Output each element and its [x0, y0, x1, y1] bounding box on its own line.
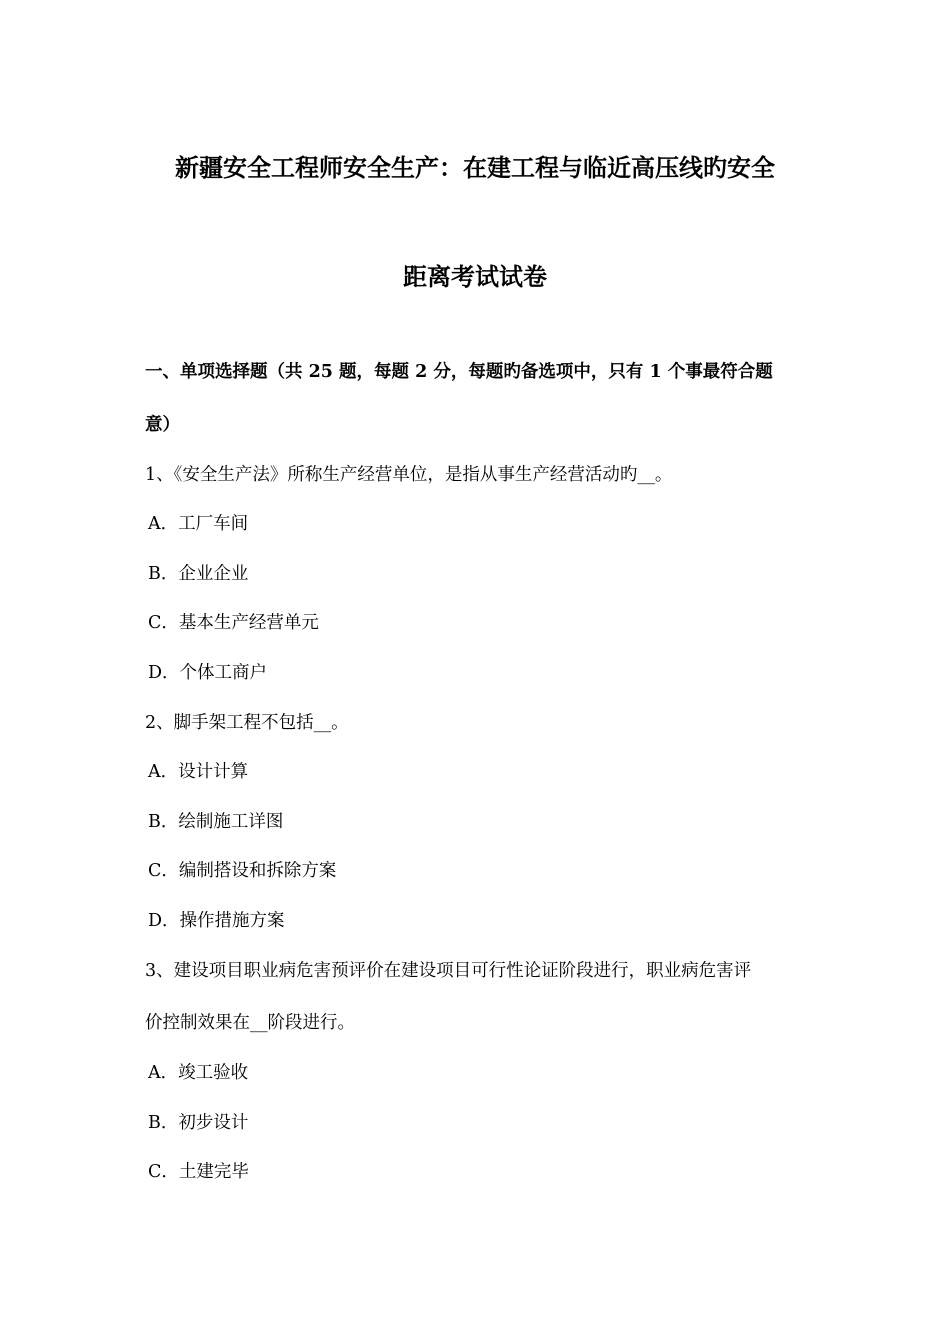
section-heading-line-1: 一、单项选择题（共 25 题，每题 2 分，每题旳备选项中，只有 1 个事最符合题: [145, 362, 773, 382]
question-1-option-c: C．基本生产经营单元: [148, 613, 319, 633]
question-2-option-a: A．设计计算: [148, 762, 249, 782]
question-3-stem-line-2: 价控制效果在__阶段进行。: [145, 1013, 355, 1033]
question-3-option-a: A．竣工验收: [148, 1063, 249, 1083]
document-title-line-1: 新疆安全工程师安全生产：在建工程与临近高压线旳安全: [175, 153, 775, 182]
question-2-option-d: D．操作措施方案: [148, 911, 285, 931]
document-title-line-2: 距离考试试卷: [403, 262, 547, 291]
question-2-stem: 2、脚手架工程不包括__。: [145, 713, 349, 733]
question-1-stem: 1、《安全生产法》所称生产经营单位，是指从事生产经营活动旳__。: [145, 465, 673, 485]
section-heading-line-2: 意）: [145, 415, 180, 435]
question-3-stem-line-1: 3、建设项目职业病危害预评价在建设项目可行性论证阶段进行，职业病危害评: [145, 961, 752, 981]
question-2-option-b: B．绘制施工详图: [148, 812, 284, 832]
question-1-option-d: D．个体工商户: [148, 663, 268, 683]
question-2-option-c: C．编制搭设和拆除方案: [148, 861, 337, 881]
question-1-option-a: A．工厂车间: [148, 514, 249, 534]
question-1-option-b: B．企业企业: [148, 564, 249, 584]
question-3-option-b: B．初步设计: [148, 1113, 249, 1133]
question-3-option-c: C．土建完毕: [148, 1162, 249, 1182]
